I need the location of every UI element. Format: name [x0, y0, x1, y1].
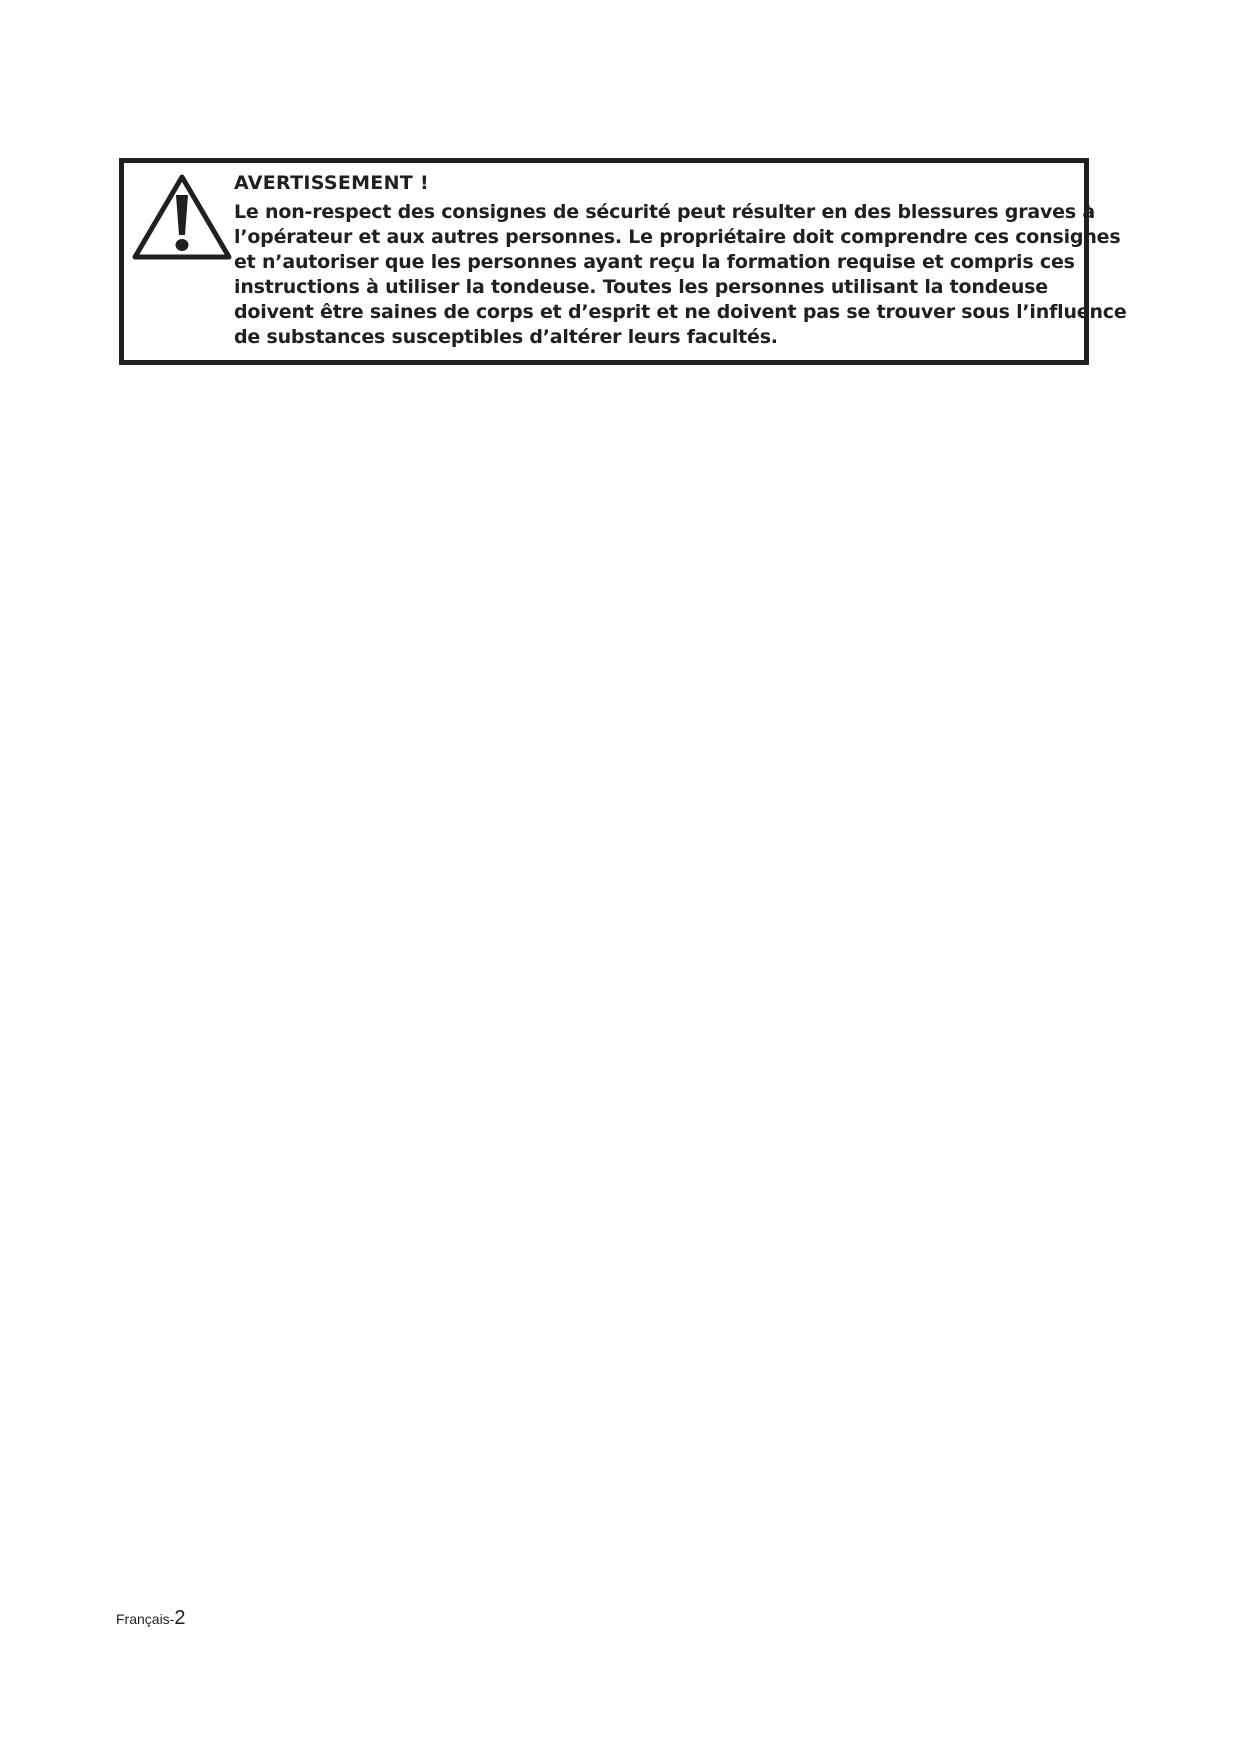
page-footer: [116, 1607, 185, 1630]
warning-triangle-icon: [129, 171, 235, 265]
warning-body-line: l’opérateur et aux autres personnes. Le propriétaire doit comprendre ces consignes: [234, 226, 1121, 248]
warning-body-line: de substances susceptibles d’altérer leurs facultés.: [234, 326, 778, 348]
warning-title: AVERTISSEMENT !: [234, 172, 429, 194]
warning-body: [234, 200, 1127, 350]
warning-text: [234, 170, 1127, 350]
warning-body-line: Le non-respect des consignes de sécurité peut résulter en des blessures graves à: [234, 201, 1096, 223]
page-number: 2: [174, 1607, 186, 1629]
footer-language: Français-: [116, 1611, 175, 1627]
warning-body-line: doivent être saines de corps et d’esprit et ne doivent pas se trouver sous l’influence: [234, 301, 1127, 323]
warning-body-line: instructions à utiliser la tondeuse. Toutes les personnes utilisant la tondeuse: [234, 276, 1048, 298]
warning-body-line: et n’autoriser que les personnes ayant reçu la formation requise et compris ces: [234, 251, 1075, 273]
warning-box: [119, 158, 1127, 365]
